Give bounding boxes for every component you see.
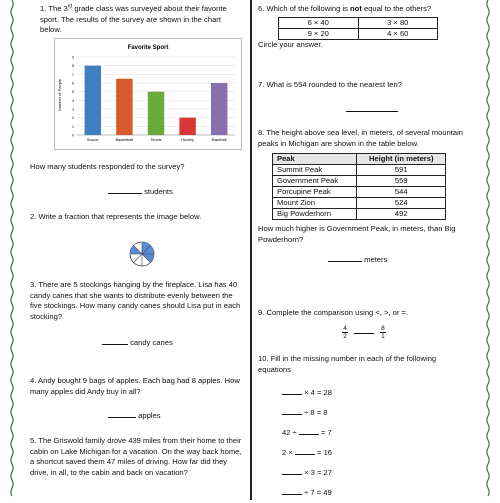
question-text: Andy bought 9 bags of apples. Each bag had 8 apples. How many apples did Andy buy in all? (30, 376, 240, 396)
equation (282, 443, 470, 463)
choice-cell[interactable]: 9 × 20 (279, 28, 359, 39)
answer-unit: meters (364, 255, 388, 265)
peak-name: Big Powderhorn (273, 209, 357, 220)
equation-text: = 7 (320, 428, 332, 438)
peak-height: 492 (357, 209, 446, 220)
peak-height: 524 (357, 198, 446, 209)
question-2 (30, 212, 244, 223)
question-text: Write a fraction that represents the image below. (38, 212, 202, 221)
question-prompt: How much higher is Government Peak, in meters, than Big Powderhorn? (258, 224, 456, 244)
answer-blank[interactable] (328, 253, 362, 262)
peak-name: Summit Peak (273, 165, 357, 176)
equation-text: 2 × (282, 448, 293, 458)
denominator: 2 (343, 332, 347, 340)
choice-cell[interactable]: 3 × 80 (358, 17, 438, 28)
peak-name: Government Peak (273, 176, 357, 187)
mountain-peaks-table (272, 153, 446, 220)
chart-y-tick-label: 0 (72, 133, 74, 138)
vine-border-icon (482, 0, 494, 500)
question-text: equal to the others? (361, 4, 432, 13)
question-number: 5. (30, 436, 37, 445)
right-vine-border (482, 0, 494, 500)
question-1 (30, 4, 244, 36)
equation-text: ÷ 8 = 8 (304, 408, 328, 418)
table-row (273, 165, 446, 176)
question-number: 6. (258, 4, 265, 13)
question-7 (258, 80, 470, 115)
left-fraction (342, 325, 348, 340)
table-row (273, 209, 446, 220)
missing-number-blank[interactable] (282, 486, 302, 495)
equations-list (258, 383, 470, 503)
chart-title: Favorite Sport (127, 45, 169, 51)
question-number: 7. (258, 80, 265, 89)
chart-y-tick-label: 7 (72, 72, 74, 77)
equation-text: = 16 (317, 448, 333, 458)
comparison-blank[interactable] (354, 325, 374, 334)
table-row (273, 187, 446, 198)
emphasis-word: not (350, 4, 362, 13)
peak-height: 559 (357, 176, 446, 187)
question-8 (258, 128, 470, 266)
missing-number-blank[interactable] (282, 406, 302, 415)
worksheet-page (24, 0, 476, 500)
choice-cell[interactable]: 6 × 40 (279, 17, 359, 28)
equation (282, 423, 470, 443)
question-text: There are 5 stockings hanging by the fireplace. Lisa has 40 candy canes that she wants to distribute evenly between the five stockings. How many candy canes should Lisa put in each stocking? (30, 280, 241, 321)
question-text: Which of the following is (266, 4, 351, 13)
chart-y-axis-label: Number of People (57, 78, 62, 112)
equation (282, 403, 470, 423)
chart-x-tick-label: Tennis (150, 138, 162, 142)
chart-bar-soccer (85, 66, 101, 135)
answer-unit: apples (138, 411, 161, 421)
question-text: What is 554 rounded to the nearest ten? (266, 80, 402, 89)
equation (282, 463, 470, 483)
table-row (279, 17, 438, 28)
table-header-row (273, 154, 446, 165)
question-6 (258, 4, 470, 50)
ordinal-suffix: rd (67, 3, 73, 10)
question-text: Complete the comparison using <, >, or =. (266, 308, 409, 317)
question-text: Fill in the missing number in each of the following equations (258, 354, 437, 374)
question-10 (258, 354, 470, 503)
question-3 (30, 280, 244, 349)
answer-blank[interactable] (108, 409, 136, 418)
chart-y-tick-label: 6 (72, 81, 74, 86)
chart-y-tick-label: 5 (72, 90, 74, 95)
missing-number-blank[interactable] (299, 426, 319, 435)
question-number: 9. (258, 308, 265, 317)
choice-cell[interactable]: 4 × 60 (358, 28, 438, 39)
question-1-answer (30, 162, 244, 197)
left-vine-border (6, 0, 18, 500)
chart-y-tick-label: 9 (72, 55, 74, 60)
column-header: Height (in meters) (357, 154, 446, 165)
multiplication-choices-table (278, 17, 438, 40)
question-5 (30, 436, 244, 478)
question-number: 2. (30, 212, 37, 221)
chart-bar-baseball (211, 83, 227, 135)
equation-text: × 4 = 28 (304, 388, 332, 398)
table-row (273, 198, 446, 209)
denominator: 1 (381, 332, 385, 340)
chart-y-tick-label: 8 (72, 64, 74, 69)
column-header: Peak (273, 154, 357, 165)
question-number: 1. (40, 4, 47, 13)
answer-unit: candy canes (130, 338, 173, 348)
question-4 (30, 376, 244, 422)
answer-blank[interactable] (102, 336, 128, 345)
chart-x-tick-label: Soccer (86, 138, 99, 142)
peak-height: 544 (357, 187, 446, 198)
chart-y-tick-label: 3 (72, 107, 74, 112)
numerator: 8 (381, 324, 385, 332)
favorite-sport-chart (54, 38, 242, 150)
equation-text: × 3 = 27 (304, 468, 332, 478)
missing-number-blank[interactable] (282, 466, 302, 475)
question-9 (258, 308, 470, 340)
table-row (279, 28, 438, 39)
chart-y-tick-label: 1 (72, 124, 74, 129)
equation-text: ÷ 7 = 49 (304, 488, 332, 498)
bar-chart (55, 39, 241, 149)
peak-name: Mount Zion (273, 198, 357, 209)
fraction-comparison (258, 325, 470, 340)
chart-y-tick-label: 4 (72, 98, 74, 103)
peak-height: 591 (357, 165, 446, 176)
question-text: The Griswold family drove 439 miles from their home to their cabin on Lake Michigan for a vacation. On the way back home, a shortcut saved them 47 miles of driving. How far did they drive, in all, to the cabin and back on vacation? (30, 436, 242, 477)
answer-unit: students (144, 186, 173, 196)
question-number: 4. (30, 376, 37, 385)
chart-x-tick-label: Hockey (181, 138, 194, 142)
missing-number-blank[interactable] (295, 446, 315, 455)
chart-bar-hockey (179, 118, 195, 135)
chart-x-ticks (87, 138, 227, 142)
question-prompt: How many students responded to the survey? (30, 162, 185, 171)
column-divider (250, 0, 252, 500)
question-number: 3. (30, 280, 37, 289)
chart-y-ticks (72, 56, 74, 138)
equation-text: 42 ÷ (282, 428, 297, 438)
chart-x-tick-label: Baseball (211, 138, 227, 142)
vine-border-icon (6, 0, 18, 500)
chart-bar-tennis (148, 92, 164, 135)
table-row (273, 176, 446, 187)
peak-name: Porcupine Peak (273, 187, 357, 198)
right-fraction (380, 325, 386, 340)
equation (282, 383, 470, 403)
numerator: 4 (343, 324, 347, 332)
chart-x-tick-label: Basketball (115, 138, 134, 142)
question-text: The 3 (48, 4, 68, 13)
chart-y-tick-label: 2 (72, 116, 74, 121)
question-text: The height above sea level, in meters, of several mountain peaks in Michigan are shown in the table below. (258, 128, 464, 148)
equation (282, 483, 470, 503)
question-text: grade class was surveyed about their favorite sport. The results of the survey are shown in the chart below. (40, 4, 227, 35)
question-number: 8. (258, 128, 265, 137)
answer-blank[interactable] (108, 185, 142, 194)
pie-fraction-icon (128, 240, 156, 268)
question-number: 10. (258, 354, 269, 363)
chart-bar-basketball (116, 79, 132, 135)
missing-number-blank[interactable] (282, 386, 302, 395)
instruction-text: Circle your answer. (258, 39, 323, 49)
answer-blank[interactable] (346, 103, 398, 112)
